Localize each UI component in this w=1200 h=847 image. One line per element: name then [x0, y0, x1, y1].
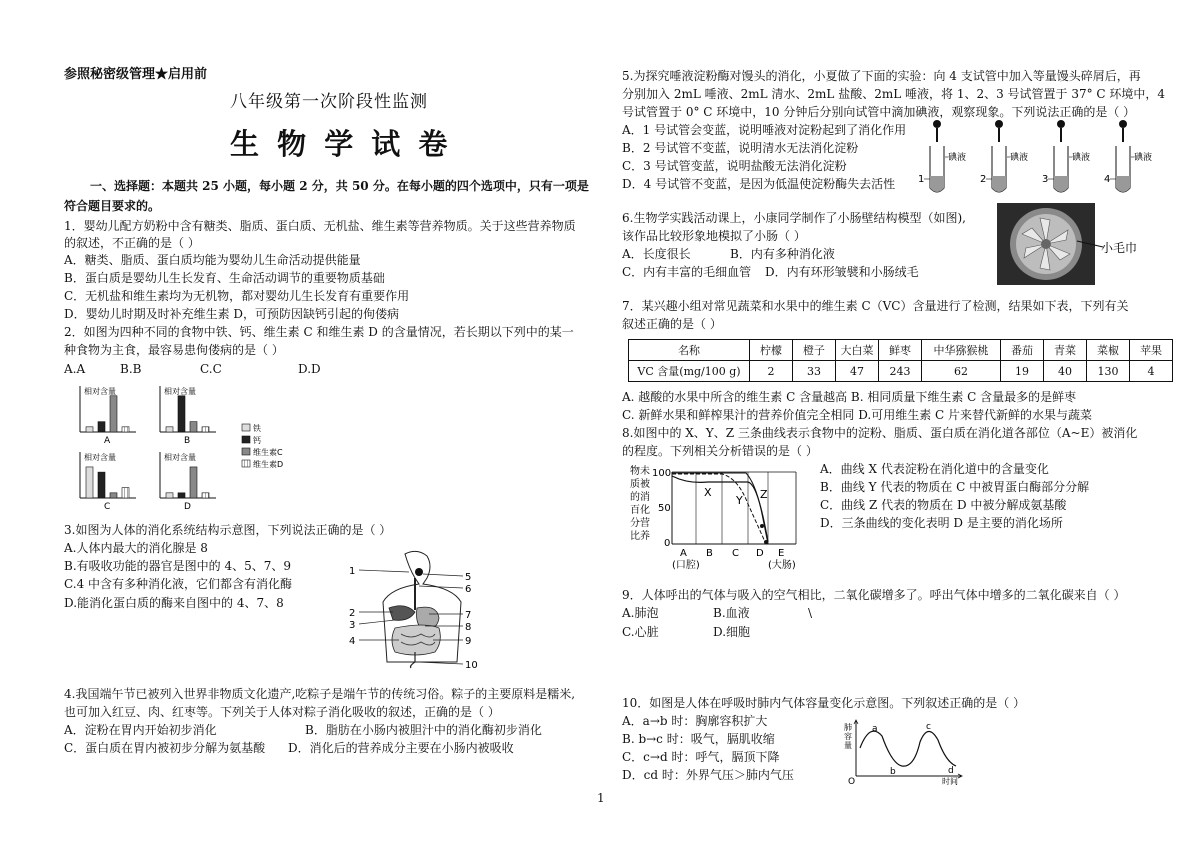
dropper-bulb-icon — [1057, 120, 1065, 128]
q5-option-a: A．1 号试管会变蓝，说明唾液对淀粉起到了消化作用 — [622, 123, 907, 137]
table-header-cell: 苹果 — [1130, 340, 1173, 361]
legend-swatch-1 — [242, 424, 250, 431]
q8-xtick-d: D — [756, 548, 764, 559]
tube-number-1: 1 — [918, 174, 925, 185]
q2-stem: 2．如图为四种不同的食物中铁、钙、维生素 C 和维生素 D 的含量情况，若长期以下列中的某一 — [64, 325, 574, 339]
bar-B-4 — [202, 427, 209, 432]
legend-label-2: 钙 — [253, 436, 261, 445]
bar-A-3 — [110, 396, 117, 432]
table-cell: 62 — [922, 361, 1001, 382]
q4-option-a: A．淀粉在胃内开始初步消化 — [64, 723, 217, 737]
q8-ylabel-char: 百 — [630, 505, 640, 516]
panel-name-C: C — [104, 502, 111, 512]
q8-stem: 8.如图中的 X、Y、Z 三条曲线表示食物中的淀粉、脂质、蛋白质在消化道各部位（A~E）被消化 — [622, 426, 1138, 440]
iodine-label-2: 碘液 — [1010, 153, 1029, 163]
q2-stem-2: 种食物为主食，最容易患佝偻病的是（ ） — [64, 343, 284, 357]
panel-name-A: A — [104, 436, 111, 446]
q7-options-cd: C. 新鲜水果和鲜榨果汁的营养价值完全相同 D.可用维生素 C 片来替代新鲜的水果与蔬菜 — [622, 408, 1093, 422]
table-cell: 47 — [836, 361, 879, 382]
q1-option-d: D．婴幼儿时期及时补充维生素 D，可预防因缺钙引起的佝偻病 — [64, 307, 400, 321]
q2-option-b: B.B — [120, 362, 142, 376]
q7-stem-2: 叙述正确的是（ ） — [622, 317, 722, 331]
bar-B-1 — [166, 427, 173, 432]
lung-volume-chart — [842, 718, 972, 786]
q8-option-c: C．曲线 Z 代表的物质在 D 中被分解成氨基酸 — [820, 498, 1067, 512]
q8-option-a: A．曲线 X 代表淀粉在消化道中的含量变化 — [820, 462, 1049, 476]
q8-xtick-c: C — [732, 548, 739, 559]
q4-stem-2: 也可加入红豆、肉、红枣等。下列关于人体对粽子消化吸收的叙述，正确的是（ ） — [64, 705, 500, 719]
curve-z — [672, 473, 768, 544]
organ-label-6: 6 — [465, 584, 472, 595]
q6-option-a: A．长度很长 — [622, 247, 691, 261]
q9-stem: 9．人体呼出的气体与吸入的空气相比，二氧化碳增多了。呼出气体中增多的二氧化碳来自（ ） — [622, 588, 1126, 602]
legend-swatch-2 — [242, 436, 250, 443]
q4-option-d: D．消化后的营养成分主要在小肠内被吸收 — [288, 741, 514, 755]
q6-option-c: C．内有丰富的毛细血管 — [622, 265, 752, 279]
bar-D-4 — [202, 493, 209, 498]
q8-xtick-a: A — [680, 548, 687, 559]
q9-option-c: C.心脏 — [622, 625, 659, 639]
tube-contents — [992, 176, 1006, 192]
q8-ylabel-char: 化 — [640, 505, 650, 516]
q2-bar-charts — [64, 380, 304, 515]
organ-label-3: 3 — [349, 620, 356, 631]
digestion-curve-chart — [628, 464, 818, 574]
q10-option-c: C．c→d 时：呼气，膈顶下降 — [622, 750, 780, 764]
q2-option-d: D.D — [298, 362, 321, 376]
legend-swatch-3 — [242, 448, 250, 455]
section-instruction: 一、选择题：本题共 25 小题，每小题 2 分，共 50 分。在每小题的四个选项中，只有一项是 — [90, 179, 589, 193]
organ-label-2: 2 — [349, 608, 356, 619]
bar-D-2 — [178, 493, 185, 498]
q1-stem-2: 的叙述，不正确的是（ ） — [64, 236, 200, 250]
table-cell: 40 — [1044, 361, 1087, 382]
bar-A-1 — [86, 427, 93, 432]
bar-C-1 — [86, 467, 93, 498]
legend-swatch-4 — [242, 460, 250, 467]
organ-label-7: 7 — [465, 610, 472, 621]
q8-ylabel-char: 比 — [630, 531, 640, 542]
organ-label-1: 1 — [349, 566, 356, 577]
legend-label-1: 铁 — [253, 424, 261, 433]
q8-ylabel-char: 未 — [640, 466, 650, 477]
section-instruction-2: 符合题目要求的。 — [64, 199, 161, 213]
q10-ylabel-char2: 容 — [844, 732, 852, 741]
bar-C-2 — [98, 472, 105, 498]
q10-xlabel: 时间 — [942, 777, 958, 786]
vc-table — [628, 339, 1173, 382]
q9-option-d: D.细胞 — [713, 625, 751, 639]
test-tubes-figure — [912, 118, 1162, 198]
table-cell: 33 — [793, 361, 836, 382]
iodine-label-4: 碘液 — [1134, 153, 1153, 163]
q8-ytick-100: 100 — [652, 468, 672, 479]
bar-B-2 — [178, 396, 185, 432]
q8-xsub-e: (大肠) — [768, 560, 796, 571]
q7-options-ab: A. 越酸的水果中所含的维生素 C 含量越高 B. 相同质量下维生素 C 含量最多的是鲜枣 — [622, 390, 1077, 404]
q9-option-a: A.肺泡 — [622, 606, 659, 620]
q8-ylabel-char: 的 — [630, 492, 640, 503]
q6-option-b: B．内有多种消化液 — [730, 247, 835, 261]
tube-contents — [1116, 176, 1130, 192]
q5-stem-2: 分别加入 2mL 唾液、2mL 清水、2mL 盐酸、2mL 唾液，将 1、2、3 号试管置于 37° C 环境中，4 — [622, 87, 1166, 101]
lung-volume-curve — [860, 731, 956, 766]
panel-ylabel: 相对含量 — [164, 453, 196, 462]
q8-ylabel-char: 消 — [640, 492, 650, 503]
q9-stray-mark: \ — [808, 606, 813, 620]
secrecy-label: 参照秘密级管理★启用前 — [64, 67, 208, 82]
q5-stem-3: 号试管置于 0° C 环境中，10 分钟后分别向试管中滴加碘液，观察现象。下列说法正确的是（ ） — [622, 105, 1136, 119]
panel-ylabel: 相对含量 — [84, 387, 116, 396]
organ-label-8: 8 — [465, 622, 472, 633]
iodine-label-3: 碘液 — [1072, 153, 1091, 163]
q6-stem: 6.生物学实践活动课上，小康同学制作了小肠壁结构模型（如图), — [622, 211, 966, 225]
q10-stem: 10．如图是人体在呼吸时肺内气体容量变化示意图。下列叙述正确的是（ ） — [622, 696, 1026, 710]
organ-label-4: 4 — [349, 636, 356, 647]
tube-number-3: 3 — [1042, 174, 1049, 185]
organ-label-10: 10 — [465, 660, 478, 670]
table-header-name: 名称 — [629, 340, 750, 361]
q1-option-b: B．蛋白质是婴幼儿生长发育、生命活动调节的重要物质基础 — [64, 271, 385, 285]
dropper-bulb-icon — [933, 120, 941, 128]
q6-option-d: D．内有环形皱襞和小肠绒毛 — [765, 265, 919, 279]
table-cell: 4 — [1130, 361, 1173, 382]
tube-contents — [1054, 176, 1068, 192]
q10-option-a: A．a→b 时：胸廓容积扩大 — [622, 714, 768, 728]
panel-ylabel: 相对含量 — [84, 453, 116, 462]
q10-option-b: B. b→c 时：吸气，膈肌收缩 — [622, 732, 775, 746]
q8-ylabel-char: 分 — [630, 518, 640, 529]
q1-option-a: A．糖类、脂质、蛋白质均能为婴幼儿生命活动提供能量 — [64, 253, 361, 267]
q8-ytick-50: 50 — [658, 503, 671, 514]
q4-option-b: B．脂肪在小肠内被胆汁中的消化酶初步消化 — [305, 723, 542, 737]
q1-stem: 1．婴幼儿配方奶粉中含有糖类、脂质、蛋白质、无机盐、维生素等营养物质。关于这些营养物质 — [64, 219, 576, 233]
point-d: d — [948, 766, 954, 776]
q1-option-c: C．无机盐和维生素均为无机物，都对婴幼儿生长发育有重要作用 — [64, 289, 410, 303]
point-c: c — [926, 722, 931, 732]
q8-xtick-b: B — [706, 548, 713, 559]
dropper-bulb-icon — [1119, 120, 1127, 128]
legend-label-4: 维生素D — [253, 460, 284, 469]
q10-ylabel-char1: 肺 — [844, 723, 852, 732]
q7-stem: 7．某兴趣小组对常见蔬菜和水果中的维生素 C（VC）含量进行了检测，结果如下表，下列有关 — [622, 299, 1129, 313]
exam-name: 八年级第一次阶段性监测 — [230, 92, 428, 112]
bar-C-3 — [110, 493, 117, 498]
curve-z-label: Z — [760, 488, 768, 501]
q5-option-c: C．3 号试管变蓝，说明盐酸无法消化淀粉 — [622, 159, 847, 173]
tube-contents — [930, 176, 944, 192]
table-header-cell: 番茄 — [1001, 340, 1044, 361]
panel-name-D: D — [184, 502, 191, 512]
table-header-cell: 中华猕猴桃 — [922, 340, 1001, 361]
organ-label-9: 9 — [465, 636, 472, 647]
q4-option-c: C．蛋白质在胃内被初步分解为氨基酸 — [64, 741, 266, 755]
q8-ylabel-char: 质 — [630, 479, 640, 490]
q5-option-b: B．2 号试管不变蓝，说明清水无法消化淀粉 — [622, 141, 859, 155]
q3-option-a: A.人体内最大的消化腺是 8 — [64, 541, 208, 555]
q8-ylabel-char: 养 — [640, 531, 650, 542]
q8-ytick-0: 0 — [664, 538, 671, 549]
q5-stem: 5.为探究唾液淀粉酶对馒头的消化，小夏做了下面的实验：向 4 支试管中加入等量馒头碎屑后，再 — [622, 69, 1141, 83]
legend-label-3: 维生素C — [253, 448, 283, 457]
table-header-cell: 橙子 — [793, 340, 836, 361]
q10-origin: O — [848, 777, 856, 786]
table-header-cell: 青菜 — [1044, 340, 1087, 361]
organ-label-5: 5 — [465, 572, 472, 583]
dropper-bulb-icon — [995, 120, 1003, 128]
q6-stem-2: 该作品比较形象地模拟了小肠（ ） — [622, 229, 806, 243]
page-number: 1 — [597, 791, 605, 805]
q2-option-a: A.A — [64, 362, 86, 376]
table-cell: 130 — [1087, 361, 1130, 382]
q8-ylabel-char: 物 — [630, 466, 640, 477]
q3-stem: 3.如图为人体的消化系统结构示意图，下列说法正确的是（ ） — [64, 523, 392, 537]
q2-option-c: C.C — [200, 362, 222, 376]
q10-option-d: D．cd 时：外界气压＞肺内气压 — [622, 768, 794, 782]
q3-option-b: B.有吸收功能的器官是图中的 4、5、7、9 — [64, 559, 291, 573]
curve-y-label: Y — [736, 494, 743, 507]
subject-title: 生 物 学 试 卷 — [230, 127, 452, 161]
digestive-system-figure — [345, 548, 485, 670]
q8-ylabel-char: 营 — [640, 518, 650, 529]
point-a: a — [872, 724, 878, 734]
table-header-cell: 柠檬 — [750, 340, 793, 361]
table-header-cell: 菜椒 — [1087, 340, 1130, 361]
q8-option-d: D．三条曲线的变化表明 D 是主要的消化场所 — [820, 516, 1063, 530]
table-header-cell: 鲜枣 — [879, 340, 922, 361]
curve-x-label: X — [704, 486, 712, 499]
table-header-cell: 大白菜 — [836, 340, 879, 361]
bar-C-4 — [122, 488, 129, 498]
q8-xsub-a: (口腔) — [672, 560, 700, 571]
bar-A-4 — [122, 427, 129, 432]
q8-xtick-e: E — [778, 548, 785, 559]
bar-D-1 — [166, 493, 173, 498]
bar-B-3 — [190, 422, 197, 432]
q5-option-d: D．4 号试管不变蓝，是因为低温使淀粉酶失去活性 — [622, 177, 896, 191]
table-cell: 2 — [750, 361, 793, 382]
towel-label: 小毛巾 — [1101, 241, 1138, 255]
q10-ylabel-char3: 量 — [844, 741, 852, 750]
bar-D-3 — [190, 467, 197, 498]
q3-option-c: C.4 中含有多种消化液，它们都含有消化酶 — [64, 577, 293, 591]
table-row-label: VC 含量(mg/100 g) — [629, 361, 750, 382]
q8-stem-2: 的程度。下列相关分析错误的是（ ） — [622, 444, 818, 458]
iodine-label-1: 碘液 — [948, 153, 967, 163]
bar-A-2 — [98, 422, 105, 432]
table-cell: 19 — [1001, 361, 1044, 382]
q3-option-d: D.能消化蛋白质的酶来自图中的 4、7、8 — [64, 596, 284, 610]
panel-name-B: B — [184, 436, 191, 446]
q8-ylabel-char: 被 — [640, 479, 650, 490]
tube-number-4: 4 — [1104, 174, 1111, 185]
intestine-model-image — [997, 203, 1157, 285]
table-cell: 243 — [879, 361, 922, 382]
q9-option-b: B.血液 — [713, 606, 750, 620]
tube-number-2: 2 — [980, 174, 987, 185]
q8-option-b: B．曲线 Y 代表的物质在 C 中被胃蛋白酶部分分解 — [820, 480, 1090, 494]
q4-stem: 4.我国端午节已被列入世界非物质文化遗产,吃粽子是端午节的传统习俗。粽子的主要原料是糯米, — [64, 687, 576, 701]
panel-ylabel: 相对含量 — [164, 387, 196, 396]
point-b: b — [890, 767, 896, 777]
